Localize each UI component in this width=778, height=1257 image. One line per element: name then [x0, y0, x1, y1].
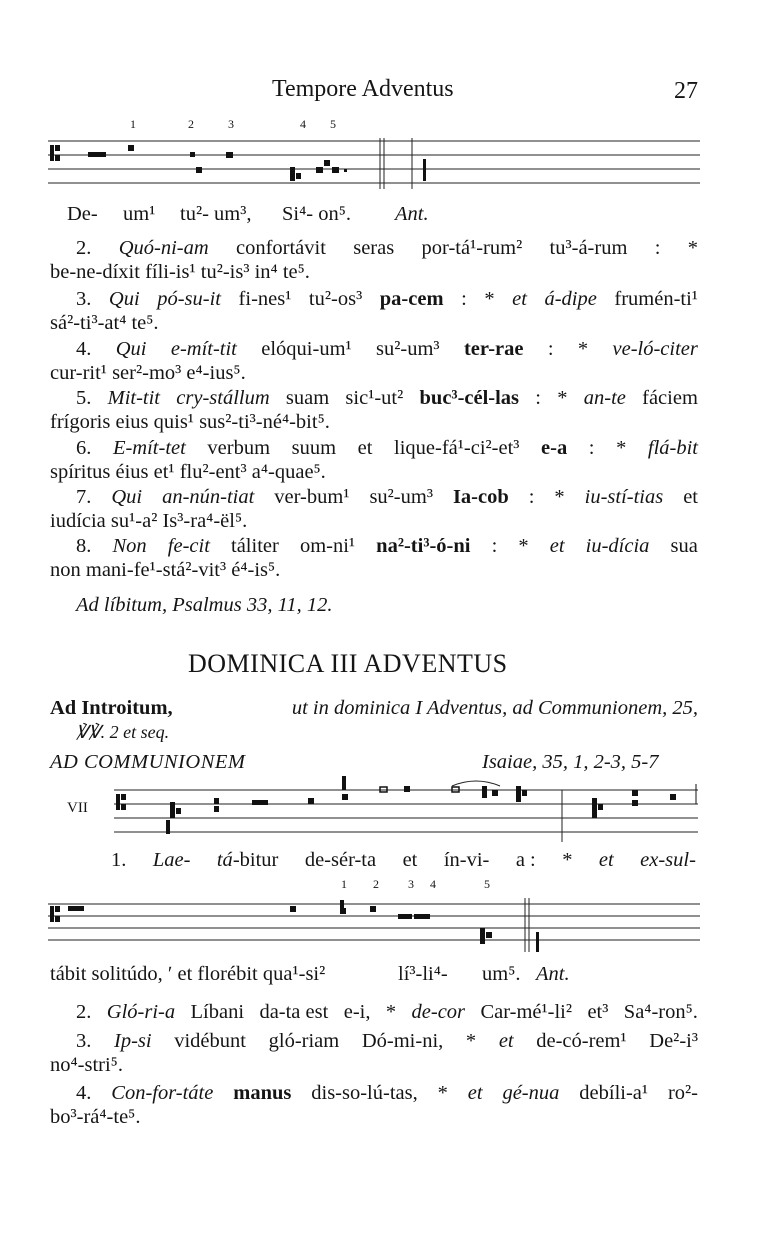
verse-continuation: be-ne-díxit fíli-is¹ tu²-is³ in⁴ te⁵.: [50, 261, 310, 283]
chant-syllable: ex-sul-: [640, 849, 696, 871]
verse-continuation: cur-rit¹ ser²-mo³ e⁴-ius⁵.: [50, 362, 246, 384]
chant-syllable: lí³-li⁴-: [398, 963, 448, 985]
chant-syllable: De-: [67, 203, 98, 225]
chant-syllable: Lae-: [152, 849, 191, 871]
mode-label: VII: [67, 800, 88, 816]
chant-syllable: 1.: [111, 849, 127, 871]
chant-syllable: *: [562, 849, 573, 871]
chant-number: 3: [228, 117, 234, 131]
verse-line: 2. Quó-ni-am confortávit seras por-tá¹-rum² tu³-á-rum : *: [76, 237, 698, 259]
chant-number: 3: [408, 877, 414, 891]
chant-number: 4: [430, 877, 436, 891]
chant-syllable: tu²- um³,: [180, 203, 252, 225]
chant-number: 4: [300, 117, 306, 131]
communion-reference: Isaiae, 35, 1, 2-3, 5-7: [482, 751, 659, 773]
chant-staff-2: [114, 776, 698, 842]
verse-continuation: non mani-fe¹-stá²-vit³ é⁴-is⁵.: [50, 559, 281, 581]
chant-number: 2: [188, 117, 194, 131]
verse-continuation: frígoris eius quis¹ sus²-ti³-né⁴-bit⁵.: [50, 411, 330, 433]
verse-continuation: spíritus éius et¹ flu²-ent³ a⁴-quae⁵.: [50, 461, 326, 483]
introit-rest: ut in dominica I Adventus, ad Communionem, 25,: [291, 697, 698, 719]
verse-continuation: sá²-ti³-at⁴ te⁵.: [50, 312, 159, 334]
introit-note: [50, 696, 698, 720]
chant-syllable-ant: Ant.: [536, 963, 570, 985]
verse-line: 3. Ip-si vidébunt gló-riam Dó-mi-ni, * et de-có-rem¹ De²-i³: [76, 1030, 698, 1052]
section-title: DOMINICA III ADVENTUS: [188, 649, 508, 678]
chant-number: 5: [484, 877, 490, 891]
chant-syllable: um¹: [123, 203, 156, 225]
verse-line: 8. Non fe-cit táliter om-ni¹ na²-ti³-ó-ni : * et iu-dícia sua: [76, 535, 698, 557]
verse-line: 6. E-mít-tet verbum suum et lique-fá¹-ci²-et³ e-a : * flá-bit: [76, 437, 698, 459]
verse-continuation: no⁴-stri⁵.: [50, 1054, 123, 1076]
chant-syllable: tábit solitúdo, ʹ et florébit qua¹-si²: [50, 963, 326, 985]
running-title: Tempore Adventus: [272, 76, 454, 102]
page-number: 27: [674, 78, 698, 104]
verse-line: 4. Con-for-táte manus dis-so-lú-tas, * et gé-nua debíli-a¹ ro²-: [76, 1082, 698, 1104]
verse-line: 2. Gló-ri-a Líbani da-ta est e-i, * de-cor Car-mé¹-li² et³ Sa⁴-ron⁵.: [76, 1001, 698, 1023]
verse-line: 5. Mit-tit cry-stállum suam sic¹-ut² buc³-cél-las : * an-te fáciem: [76, 387, 698, 409]
chant-number: 5: [330, 117, 336, 131]
chant-number: 1: [341, 877, 347, 891]
chant-syllable-ant: Ant.: [395, 203, 429, 225]
chant-syllable: et: [402, 849, 418, 871]
verse-line: 3. Qui pó-su-it fi-nes¹ tu²-os³ pa-cem : * et á-dipe frumén-ti¹: [76, 288, 698, 310]
verse-continuation: bo³-rá⁴-te⁵.: [50, 1106, 141, 1128]
chant-staff-1: [48, 133, 700, 199]
chant-syllable: um⁵.: [482, 963, 521, 985]
verse-continuation: iudícia su¹-a² Is³-ra⁴-ël⁵.: [50, 510, 248, 532]
verse-number: 2.: [76, 237, 92, 259]
chant-syllable: tá-bitur: [216, 849, 279, 871]
chant-staff-3: [48, 892, 700, 958]
chant-syllable: Si⁴- on⁵.: [282, 203, 351, 225]
introit-label: Ad Introitum,: [50, 697, 173, 719]
verse-line: 4. Qui e-mít-tit elóqui-um¹ su²-um³ ter-rae : * ve-ló-citer: [76, 338, 698, 360]
chant-syllable: et: [598, 849, 614, 871]
chant-number: 2: [373, 877, 379, 891]
chant-number: 1: [130, 117, 136, 131]
chant-syllable: de-sér-ta: [304, 849, 377, 871]
chant-syllable: ín-vi-: [443, 849, 490, 871]
introit-versicles: ℣℣. 2 et seq.: [76, 722, 170, 742]
communion-label: AD COMMUNIONEM: [50, 751, 246, 773]
verse-line: 7. Qui an-nún-tiat ver-bum¹ su²-um³ Ia-cob : * iu-stí-tias et: [76, 486, 698, 508]
ad-libitum-note: Ad líbitum, Psalmus 33, 11, 12.: [76, 594, 333, 616]
chant2-lyrics-line1: [111, 848, 696, 872]
chant-syllable: a :: [515, 849, 536, 871]
